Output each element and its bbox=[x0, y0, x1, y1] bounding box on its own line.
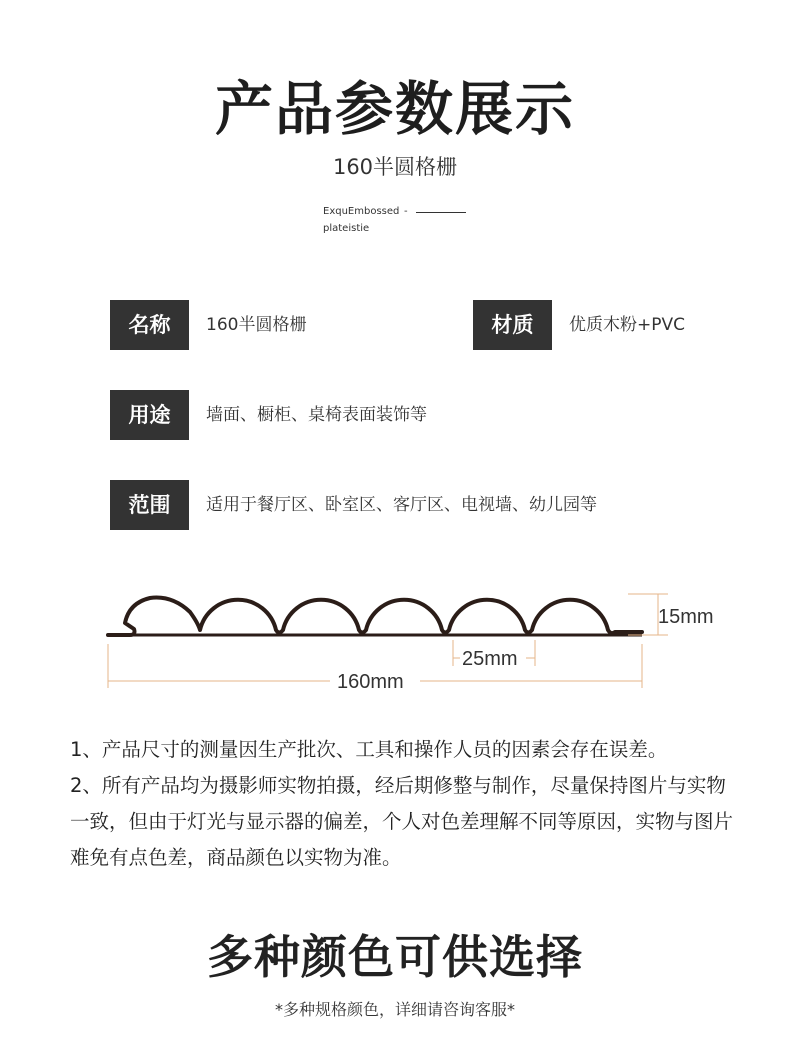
spec-value-scope: 适用于餐厅区、卧室区、客厅区、电视墙、幼儿园等 bbox=[206, 495, 597, 515]
page-title: 产品参数展示 bbox=[214, 75, 575, 143]
spec-label-scope: 范围 bbox=[110, 480, 189, 530]
product-subtitle: 160半圆格栅 bbox=[332, 155, 458, 179]
colors-heading: 多种颜色可供选择 bbox=[207, 930, 583, 984]
note-item: 2、所有产品均为摄影师实物拍摄，经后期修整与制作，尽量保持图片与实物一致，但由于灯光与显示器的偏差，个人对色差理解不同等原因，实物与图片难免有点色差，商品颜色以实物为准。 bbox=[70, 774, 734, 869]
english-tag-line2: plateistie bbox=[323, 223, 370, 234]
spec-value-material: 优质木粉+PVC bbox=[569, 315, 685, 335]
spec-label-material: 材质 bbox=[473, 300, 552, 350]
width-dim-label: 160mm bbox=[337, 671, 404, 693]
height-dim-label: 15mm bbox=[658, 606, 714, 628]
spec-label-usage: 用途 bbox=[110, 390, 189, 440]
profile-diagram bbox=[0, 580, 790, 700]
notes-section bbox=[70, 732, 740, 876]
decorative-divider bbox=[416, 212, 466, 213]
english-tag-line1: ExquEmbossed bbox=[323, 206, 400, 217]
pitch-dim-label: 25mm bbox=[462, 648, 518, 670]
spec-value-usage: 墙面、橱柜、桌椅表面装饰等 bbox=[206, 405, 427, 425]
note-item: 1、产品尺寸的测量因生产批次、工具和操作人员的因素会存在误差。 bbox=[70, 738, 668, 761]
profile-outline bbox=[108, 598, 642, 635]
english-tag-dash: - bbox=[404, 206, 408, 217]
spec-value-name: 160半圆格栅 bbox=[206, 315, 307, 335]
colors-subtitle: *多种规格颜色，详细请咨询客服* bbox=[274, 1000, 515, 1019]
spec-label-name: 名称 bbox=[110, 300, 189, 350]
